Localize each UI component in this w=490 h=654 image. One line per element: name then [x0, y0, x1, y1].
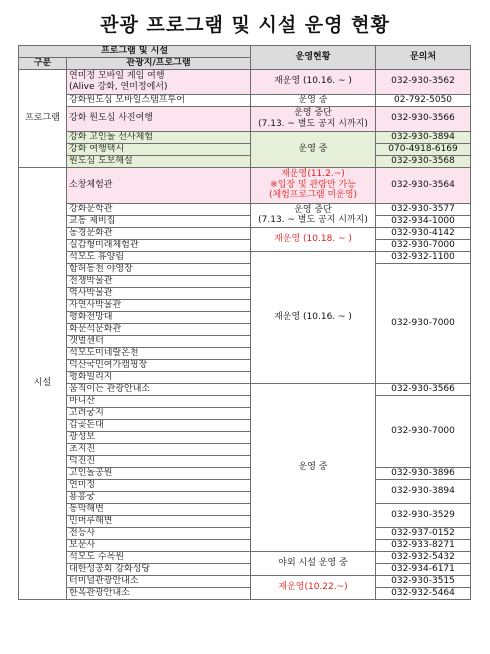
item-name: 교동 제비집 [67, 215, 251, 227]
item-name: 석모도미네랄온천 [67, 347, 251, 359]
phone-cell: 032-930-3515 [376, 575, 471, 587]
item-name: 연미정 [67, 479, 251, 491]
phone-cell: 032-932-1100 [376, 251, 471, 263]
status-cell: 재운영 (10.18. ~ ) [251, 227, 376, 251]
item-name: 실감형미래체험관 [67, 239, 251, 251]
item-name: 한옥관광안내소 [67, 587, 251, 599]
table-row [19, 69, 471, 94]
item-name: 동막해변 [67, 503, 251, 515]
item-name: 광성보 [67, 431, 251, 443]
phone-cell: 032-930-3577 [376, 203, 471, 215]
item-name: 강화 고인돌 선사체험 [67, 131, 251, 143]
item-name: 강화문학관 [67, 203, 251, 215]
table-row [19, 143, 471, 155]
item-name: 함허동천 야영장 [67, 263, 251, 275]
item-name: 강화원도심 모바일스탬프투어 [67, 94, 251, 106]
phone-cell: 032-930-3894 [376, 131, 471, 143]
status-table [18, 45, 471, 600]
item-name: 화문석문화관 [67, 323, 251, 335]
header-row [19, 46, 471, 58]
phone-cell: 032-930-3568 [376, 155, 471, 167]
status-cell: 운영 중 [251, 131, 376, 167]
item-name [67, 69, 251, 94]
phone-cell: 032-930-3566 [376, 383, 471, 395]
item-name: 대한성공회 강화성당 [67, 563, 251, 575]
item-name-line: (Alive 강화, 연미정에서) [69, 81, 168, 92]
item-name: 보문사 [67, 539, 251, 551]
item-name-line: 연미정 모바일 게임 여행 [69, 71, 165, 81]
item-name: 평화전망대 [67, 311, 251, 323]
item-name: 평화빌리지 [67, 371, 251, 383]
phone-cell: 02-792-5050 [376, 94, 471, 106]
item-name: 전쟁박물관 [67, 275, 251, 287]
phone-cell: 032-930-3896 [376, 467, 471, 479]
item-name: 원도심 도보해설 [67, 155, 251, 167]
table-row [19, 251, 471, 263]
table-row [19, 239, 471, 251]
phone-cell: 032-930-7000 [376, 263, 471, 383]
status-cell: 재운영 (10.16. ~ ) [251, 69, 376, 94]
table-row [19, 551, 471, 563]
table-row [19, 467, 471, 479]
table-row [19, 215, 471, 227]
table-row [19, 383, 471, 395]
status-cell [251, 167, 376, 203]
phone-cell: 032-932-5464 [376, 587, 471, 599]
header-category: 구분 [19, 57, 67, 69]
table-row [19, 94, 471, 106]
table-row [19, 527, 471, 539]
item-name: 석모도 수목원 [67, 551, 251, 563]
phone-cell: 032-930-7000 [376, 239, 471, 251]
phone-cell: 032-930-3529 [376, 503, 471, 527]
status-cell [251, 106, 376, 131]
status-cell: 재운영(10.22.~) [251, 575, 376, 599]
table-row [19, 155, 471, 167]
item-name: 마니산 [67, 395, 251, 407]
header-group: 프로그램 및 시설 [19, 46, 251, 58]
header-item: 관광지/프로그램 [67, 57, 251, 69]
table-row [19, 587, 471, 599]
item-name: 소창체험관 [67, 167, 251, 203]
item-name: 덕산국민여가캠핑장 [67, 359, 251, 371]
phone-cell: 032-934-6171 [376, 563, 471, 575]
status-line: (7.13. ~ 별도 공지 시까지) [258, 215, 368, 225]
table-row [19, 131, 471, 143]
table-row [19, 563, 471, 575]
phone-cell: 032-933-8271 [376, 539, 471, 551]
item-name: 농경문화관 [67, 227, 251, 239]
table-row [19, 106, 471, 131]
phone-cell: 070-4918-6169 [376, 143, 471, 155]
phone-cell: 032-937-0152 [376, 527, 471, 539]
category-facility: 시설 [19, 167, 67, 599]
status-line: 재운영(11.2.~) [281, 169, 345, 180]
phone-cell: 032-930-3894 [376, 479, 471, 503]
table-row [19, 479, 471, 491]
status-line: ※입장 및 관람만 가능 [270, 179, 356, 190]
status-line: (7.13. ~ 별도 공지 시까지) [258, 118, 368, 129]
category-program: 프로그램 [19, 69, 67, 167]
item-name: 초지진 [67, 443, 251, 455]
item-name: 고려궁지 [67, 407, 251, 419]
phone-cell: 032-930-4142 [376, 227, 471, 239]
table-row [19, 167, 471, 203]
status-line: (체험프로그램 미운영) [268, 190, 358, 201]
status-line: 운영 중단 [294, 204, 332, 215]
table-row [19, 539, 471, 551]
table-row [19, 395, 471, 407]
status-line: 운영 중단 [294, 108, 332, 118]
status-cell: 운영 중 [251, 383, 376, 551]
status-cell: 재운영 (10.16. ~ ) [251, 251, 376, 383]
table-row [19, 575, 471, 587]
item-name: 터미널관광안내소 [67, 575, 251, 587]
item-name: 강화 여행택시 [67, 143, 251, 155]
table-row [19, 203, 471, 215]
phone-cell: 032-930-3566 [376, 106, 471, 131]
phone-cell: 032-930-3564 [376, 167, 471, 203]
item-name: 용흥궁 [67, 491, 251, 503]
table-row [19, 263, 471, 275]
item-name: 자연사박물관 [67, 299, 251, 311]
phone-cell: 032-932-5432 [376, 551, 471, 563]
status-cell: 운영 중 [251, 94, 376, 106]
item-name: 움직이는 관광안내소 [67, 383, 251, 395]
item-name: 갯벌센터 [67, 335, 251, 347]
header-status: 운영현황 [251, 46, 376, 70]
table-row [19, 503, 471, 515]
item-name: 강화 원도심 사진여행 [67, 106, 251, 131]
page-title: 관광 프로그램 및 시설 운영 현황 [100, 14, 390, 36]
header-contact: 문의처 [376, 46, 471, 70]
phone-cell: 032-930-3562 [376, 69, 471, 94]
item-name: 민머루해변 [67, 515, 251, 527]
item-name: 전등사 [67, 527, 251, 539]
item-name: 역사박물관 [67, 287, 251, 299]
item-name: 고인돌공원 [67, 467, 251, 479]
item-name: 갑곶돈대 [67, 419, 251, 431]
item-name: 석모도 휴양림 [67, 251, 251, 263]
table-row [19, 227, 471, 239]
status-cell: 야외 시설 운영 중 [251, 551, 376, 575]
phone-cell: 032-930-7000 [376, 395, 471, 467]
item-name: 덕진진 [67, 455, 251, 467]
phone-cell: 032-934-1000 [376, 215, 471, 227]
status-cell [251, 203, 376, 227]
